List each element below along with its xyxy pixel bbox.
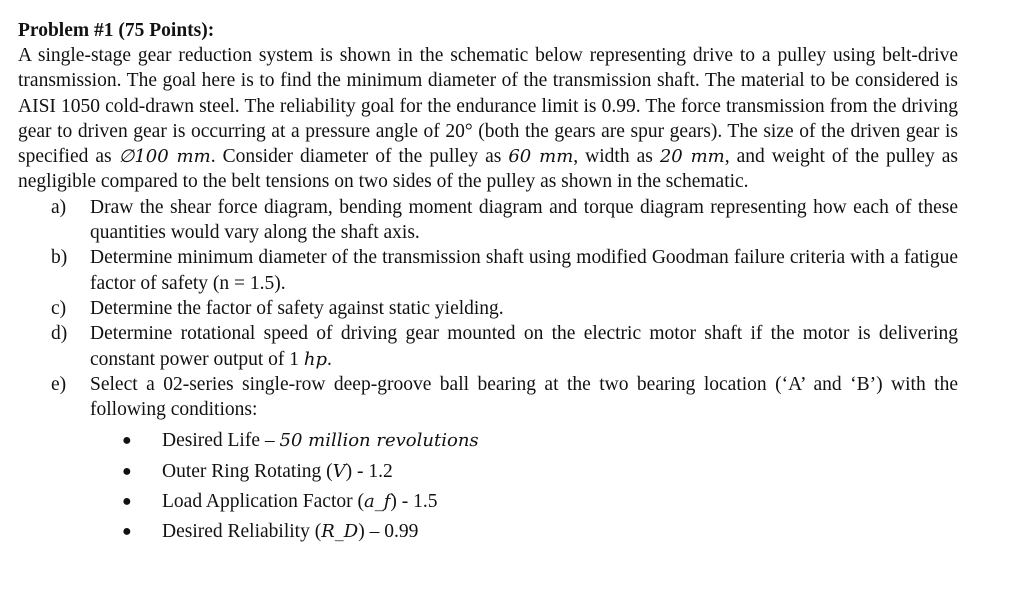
subquestion-text: Select a 02-series single-row deep-groove ball bearing at the two bearing location (‘A’ and ‘B’) with the following conditions: — [90, 373, 958, 421]
bullet-icon: ● — [122, 432, 132, 450]
condition-desired-life — [18, 426, 958, 456]
condition-value: ) - 1.2 — [345, 460, 393, 482]
problem-document — [18, 18, 958, 548]
subquestion-text: Draw the shear force diagram, bending moment diagram and torque diagram representing how each of these quantities would vary along the shaft axis. — [90, 196, 958, 244]
subquestion-marker: b) — [51, 247, 68, 269]
intro-text-3: , width as — [573, 146, 660, 168]
condition-label: Load Application Factor ( — [162, 491, 364, 513]
problem-intro — [18, 43, 958, 195]
subquestion-text: Determine rotational speed of driving gear mounted on the electric motor shaft if the motor is delivering constant power output of 1 — [90, 323, 958, 370]
condition-math: a_f — [364, 491, 391, 513]
subquestion-a — [18, 195, 958, 246]
subquestion-c — [18, 296, 958, 321]
intro-math-pulley-width: 20 mm — [659, 146, 725, 168]
intro-math-pulley-diameter: 60 mm — [508, 146, 574, 168]
subquestion-marker: a) — [51, 196, 67, 218]
bullet-icon: ● — [122, 493, 132, 511]
intro-text-2: . Consider diameter of the pulley as — [210, 146, 509, 168]
condition-desired-reliability — [18, 517, 958, 547]
intro-text-1: A single-stage gear reduction system is shown in the schematic below representing drive to a pulley using belt-drive transmission. The goal here is to find the minimum diameter of the transmission shaft. The material to be considered is AISI 1050 cold-drawn steel. The reliability goal for the endurance limit is 0.99. The force transmission from the driving gear to driven gear is occurring at a pressure angle of 20° (both the gears are spur gears). The size of the driven gear is specified as — [18, 45, 958, 168]
condition-label: Desired Life – — [162, 430, 280, 452]
subquestion-text: Determine minimum diameter of the transmission shaft using modified Goodman failure criteria with a fatigue factor of safety (n = 1.5). — [90, 247, 958, 294]
condition-outer-ring-rotating — [18, 457, 958, 487]
bullet-icon: ● — [122, 523, 132, 541]
condition-load-application-factor — [18, 487, 958, 517]
subquestion-math-hp: hp — [303, 348, 328, 370]
subquestion-b — [18, 245, 958, 296]
subquestion-text: Determine the factor of safety against static yielding. — [90, 297, 504, 319]
subquestion-marker: e) — [51, 373, 67, 395]
intro-text-4: , and weight of the pulley as negligible compared to the belt tensions on two sides of the pulley as shown in the schematic. — [18, 146, 958, 193]
subquestion-marker: c) — [51, 297, 67, 319]
condition-math: V — [332, 460, 346, 482]
subquestion-d — [18, 321, 958, 372]
condition-label: Desired Reliability ( — [162, 521, 322, 543]
bearing-conditions-list — [18, 426, 958, 547]
subquestion-list — [18, 195, 958, 423]
subquestion-marker: d) — [51, 323, 68, 345]
bullet-icon: ● — [122, 462, 132, 480]
condition-value: ) – 0.99 — [358, 521, 419, 543]
subquestion-text-end: . — [327, 348, 332, 370]
condition-value: ) - 1.5 — [390, 491, 438, 513]
intro-math-gear-diameter: ∅100 mm — [118, 146, 211, 168]
subquestion-e — [18, 372, 958, 423]
condition-math: 50 million revolutions — [279, 430, 479, 452]
problem-title: Problem #1 (75 Points): — [18, 20, 215, 41]
condition-math: R_D — [321, 521, 359, 543]
condition-label: Outer Ring Rotating ( — [162, 460, 333, 482]
